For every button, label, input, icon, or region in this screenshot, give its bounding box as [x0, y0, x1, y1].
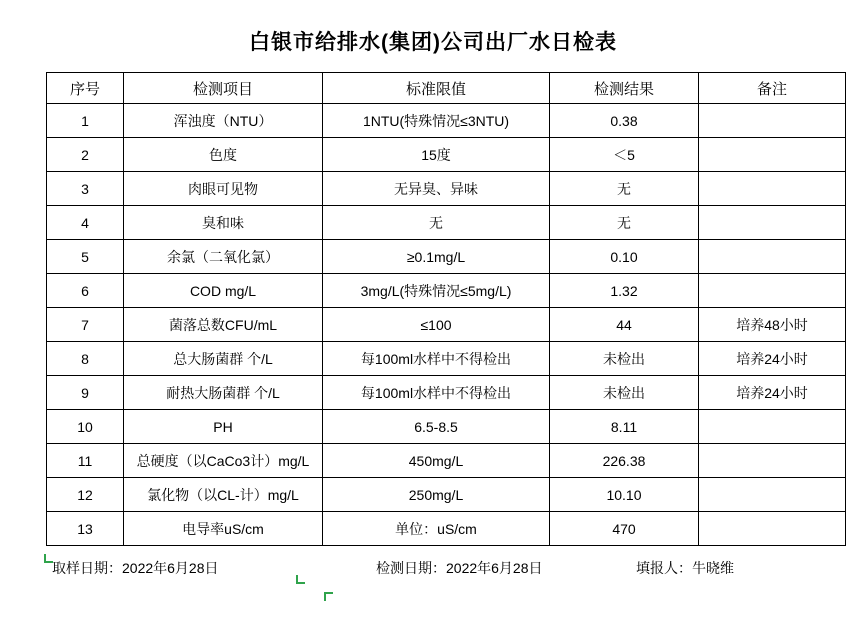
selection-marker-icon [44, 554, 53, 563]
table-header-row [47, 73, 846, 104]
document-page [0, 26, 866, 617]
cell-remark [699, 512, 846, 546]
cell-no: 3 [47, 172, 124, 206]
cell-no: 1 [47, 104, 124, 138]
cell-result: 无 [550, 172, 699, 206]
table-row [47, 240, 846, 274]
table-row [47, 478, 846, 512]
test-date-label: 检测日期：2022年6月28日 [376, 560, 543, 576]
table-row [47, 172, 846, 206]
cell-item: 色度 [124, 138, 323, 172]
table-row [47, 274, 846, 308]
cell-result: 无 [550, 206, 699, 240]
cell-result: 226.38 [550, 444, 699, 478]
cell-result: 10.10 [550, 478, 699, 512]
cell-item: 肉眼可见物 [124, 172, 323, 206]
cell-item: 总硬度（以CaCo3计）mg/L [124, 444, 323, 478]
cell-no: 9 [47, 376, 124, 410]
table-row [47, 512, 846, 546]
table-row [47, 342, 846, 376]
cell-limit: 250mg/L [323, 478, 550, 512]
column-header-result: 检测结果 [550, 73, 699, 104]
table-body [47, 104, 846, 546]
cell-result: 1.32 [550, 274, 699, 308]
cell-no: 2 [47, 138, 124, 172]
column-header-item: 检测项目 [124, 73, 323, 104]
cell-remark: 培养48小时 [699, 308, 846, 342]
cell-no: 5 [47, 240, 124, 274]
cell-limit: 每100ml水样中不得检出 [323, 376, 550, 410]
cell-no: 7 [47, 308, 124, 342]
cell-remark [699, 172, 846, 206]
cell-result: 470 [550, 512, 699, 546]
report-table-wrapper [46, 72, 820, 546]
cell-limit: ≤100 [323, 308, 550, 342]
filler-name-label: 填报人：牛晓维 [636, 560, 734, 576]
cell-remark [699, 478, 846, 512]
cell-item: 耐热大肠菌群 个/L [124, 376, 323, 410]
cell-limit: 单位：uS/cm [323, 512, 550, 546]
column-header-limit: 标准限值 [323, 73, 550, 104]
cell-no: 13 [47, 512, 124, 546]
cell-result: 未检出 [550, 376, 699, 410]
cell-remark [699, 444, 846, 478]
cell-no: 8 [47, 342, 124, 376]
cell-limit: 3mg/L(特殊情况≤5mg/L) [323, 274, 550, 308]
cell-item: 余氯（二氧化氯） [124, 240, 323, 274]
page-title: 白银市给排水(集团)公司出厂水日检表 [249, 31, 617, 54]
cell-result: 未检出 [550, 342, 699, 376]
cell-no: 11 [47, 444, 124, 478]
column-header-remark: 备注 [699, 73, 846, 104]
cell-limit: 450mg/L [323, 444, 550, 478]
cell-limit: 15度 [323, 138, 550, 172]
footer [46, 558, 820, 580]
cell-limit: 无异臭、异味 [323, 172, 550, 206]
cell-no: 4 [47, 206, 124, 240]
cell-item: 浑浊度（NTU） [124, 104, 323, 138]
table-row [47, 206, 846, 240]
cell-remark [699, 104, 846, 138]
cell-result: 8.11 [550, 410, 699, 444]
cell-remark [699, 274, 846, 308]
table-row [47, 444, 846, 478]
cell-limit: 1NTU(特殊情况≤3NTU) [323, 104, 550, 138]
cell-limit: 无 [323, 206, 550, 240]
cell-limit: 每100ml水样中不得检出 [323, 342, 550, 376]
table-row [47, 308, 846, 342]
cell-remark [699, 410, 846, 444]
column-header-no: 序号 [47, 73, 124, 104]
selection-marker-icon [296, 575, 305, 584]
cell-item: 菌落总数CFU/mL [124, 308, 323, 342]
cell-item: 臭和味 [124, 206, 323, 240]
cell-remark [699, 138, 846, 172]
water-quality-report-table [46, 72, 846, 546]
cell-no: 10 [47, 410, 124, 444]
cell-remark [699, 206, 846, 240]
cell-no: 12 [47, 478, 124, 512]
table-header [47, 73, 846, 104]
cell-remark: 培养24小时 [699, 376, 846, 410]
table-row [47, 138, 846, 172]
cell-item: 总大肠菌群 个/L [124, 342, 323, 376]
cell-result: ＜5 [550, 138, 699, 172]
cell-item: 电导率uS/cm [124, 512, 323, 546]
cell-result: 0.38 [550, 104, 699, 138]
cell-result: 44 [550, 308, 699, 342]
selection-marker-icon [324, 592, 333, 601]
cell-limit: 6.5-8.5 [323, 410, 550, 444]
table-row [47, 410, 846, 444]
sample-date-label: 取样日期：2022年6月28日 [52, 560, 219, 576]
table-row [47, 104, 846, 138]
table-row [47, 376, 846, 410]
cell-result: 0.10 [550, 240, 699, 274]
cell-item: PH [124, 410, 323, 444]
cell-remark [699, 240, 846, 274]
cell-item: COD mg/L [124, 274, 323, 308]
cell-limit: ≥0.1mg/L [323, 240, 550, 274]
cell-item: 氯化物（以CL-计）mg/L [124, 478, 323, 512]
cell-remark: 培养24小时 [699, 342, 846, 376]
cell-no: 6 [47, 274, 124, 308]
